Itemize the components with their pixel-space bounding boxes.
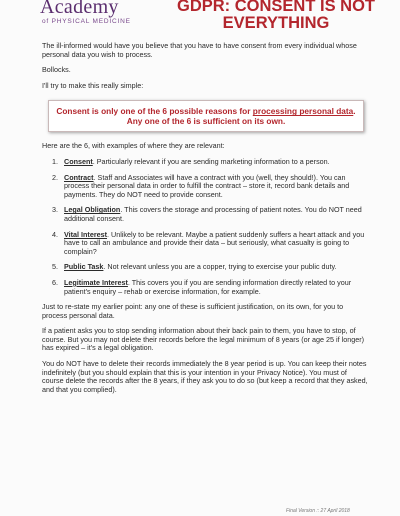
reason-text: . Staff and Associates will have a contract with you (well, they should!). You can process their personal data in order to fulfill the contract – store it, record bank details and payments. They do NOT need to provide consent. (64, 172, 350, 199)
reason-heading: Consent (64, 156, 93, 166)
intro-paragraph: The ill-informed would have you believe that you have to have consent from every individual whose personal data you wish to process. (42, 41, 357, 59)
reason-text: . This covers the storage and processing of patient notes. You do NOT need additional consent. (64, 205, 362, 223)
callout-text-1: Consent is only one of the 6 possible reasons for (56, 106, 253, 117)
reason-heading: Contract (64, 172, 94, 182)
reason-heading: Legal Obligation (64, 205, 121, 215)
callout-text-3: . Any one of the 6 is sufficient on its own. (126, 106, 356, 127)
logo-tagline: of PHYSICAL MEDICINE (42, 18, 131, 25)
list-item (60, 158, 370, 167)
logo-wordmark: Academy (40, 0, 119, 18)
list-item (60, 263, 370, 272)
version-footer: Final Version :: 27 April 2018 (286, 508, 350, 514)
reason-heading: Legitimate Interest (64, 277, 128, 287)
list-item (60, 231, 370, 257)
reason-heading: Public Task (64, 262, 104, 272)
academy-logo (40, 0, 150, 30)
reasons-list (42, 158, 370, 296)
reason-text: . Not relevant unless you are a copper, trying to exercise your public duty. (103, 262, 337, 272)
list-item (60, 206, 370, 223)
document-body (42, 42, 370, 401)
reason-text: . Particularly relevant if you are sending marketing information to a person. (92, 156, 330, 166)
deletion-paragraph: You do NOT have to delete their records immediately the 8 year period is up. You can keep their notes indefinitely (but you should explain that this is your intention in your Privacy Notice). You must of course delete the records after the 8 years, if they ask you to do so (but keep a record that they asked, and that you complied). (42, 359, 368, 394)
list-item (60, 279, 370, 296)
reason-heading: Vital Interest (64, 229, 108, 239)
bollocks-line: Bollocks. (42, 65, 71, 75)
page-title: GDPR: CONSENT IS NOT EVERYTHING (176, 0, 375, 32)
callout-text-2: processing personal data (252, 106, 354, 117)
key-point-callout (48, 100, 364, 132)
simple-line: I'll try to make this really simple: (42, 80, 144, 90)
list-item (60, 174, 370, 200)
restate-paragraph: Just to re-state my earlier point: any one of these is sufficient justification, on its own, for you to process personal data. (42, 302, 344, 320)
stop-sending-paragraph: If a patient asks you to stop sending information about their back pain to them, you have to stop, of course. But you may not delete their records before the legal minimum of 8 years (or age 25 if longer) has expired – it's a legal obligation. (42, 326, 365, 353)
list-intro: Here are the 6, with examples of where they are relevant: (42, 141, 225, 151)
reason-text: . This covers you if you are sending information directly related to your patient's enquiry – rehab or exercise information, for example. (64, 277, 352, 296)
reason-text: . Unlikely to be relevant. Maybe a patient suddenly suffers a heart attack and you have to call an ambulance and provide their data – but seriously, what casualty is going to complain? (64, 229, 365, 256)
